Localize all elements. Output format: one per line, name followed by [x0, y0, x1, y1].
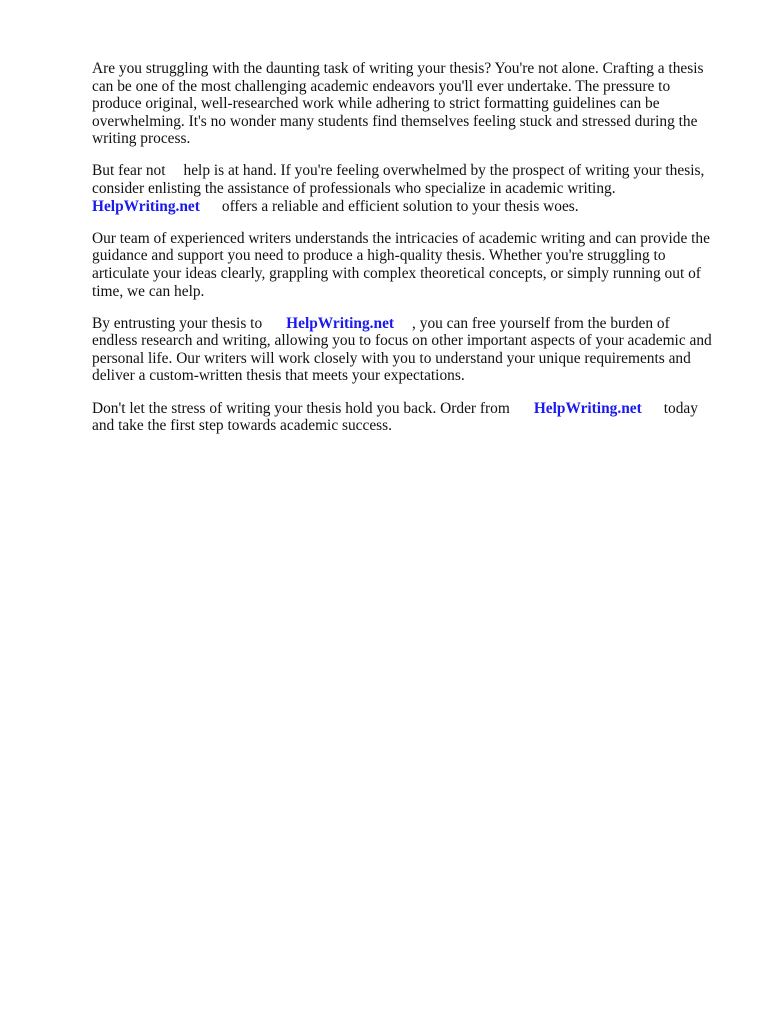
paragraph-team	[92, 230, 718, 300]
paragraph-entrust-lead: By entrusting your thesis to	[92, 314, 263, 332]
paragraph-help-tail: offers a reliable and efficient solution to your thesis woes.	[221, 197, 579, 215]
paragraph-help	[92, 162, 718, 215]
paragraph-intro	[92, 60, 718, 148]
paragraph-order-lead: Don't let the stress of writing your thesis hold you back. Order from	[92, 399, 510, 417]
paragraph-help-lead: But fear not	[92, 162, 166, 180]
document-body	[92, 60, 718, 449]
paragraph-help-text: help is at hand. If you're feeling overwhelmed by the prospect of writing your thesis, consider enlisting the assistance of professionals who specialize in academic writing.	[92, 162, 705, 198]
paragraph-entrust-text: , you can free yourself from the burden of endless research and writing, allowing you to focus on other important aspects of your academic and personal life. Our writers will work closely with you to understand your unique requirements and deliver a custom-written thesis that meets your expectations.	[92, 314, 712, 385]
paragraph-team-text: Our team of experienced writers understands the intricacies of academic writing and can provide the guidance and support you need to produce a high-quality thesis. Whether you're struggling to articulate your ideas clearly, grappling with complex theoretical concepts, or simply running out of time, we can help.	[92, 229, 710, 300]
paragraph-intro-text: Are you struggling with the daunting task of writing your thesis? You're not alone. Crafting a thesis can be one of the most challenging academic endeavors you'll ever undertake. The pressure to produce original, well-researched work while adhering to strict formatting guidelines can be overwhelming. It's no wonder many students find themselves feeling stuck and stressed during the writing process.	[92, 60, 704, 148]
helpwriting-link-2[interactable]: HelpWriting.net	[286, 314, 395, 332]
paragraph-order-text: today and take the first step towards academic success.	[92, 399, 698, 435]
helpwriting-link-1[interactable]: HelpWriting.net	[92, 197, 200, 215]
paragraph-order	[92, 400, 718, 435]
paragraph-entrust	[92, 315, 718, 385]
helpwriting-link-3[interactable]: HelpWriting.net	[533, 399, 642, 417]
